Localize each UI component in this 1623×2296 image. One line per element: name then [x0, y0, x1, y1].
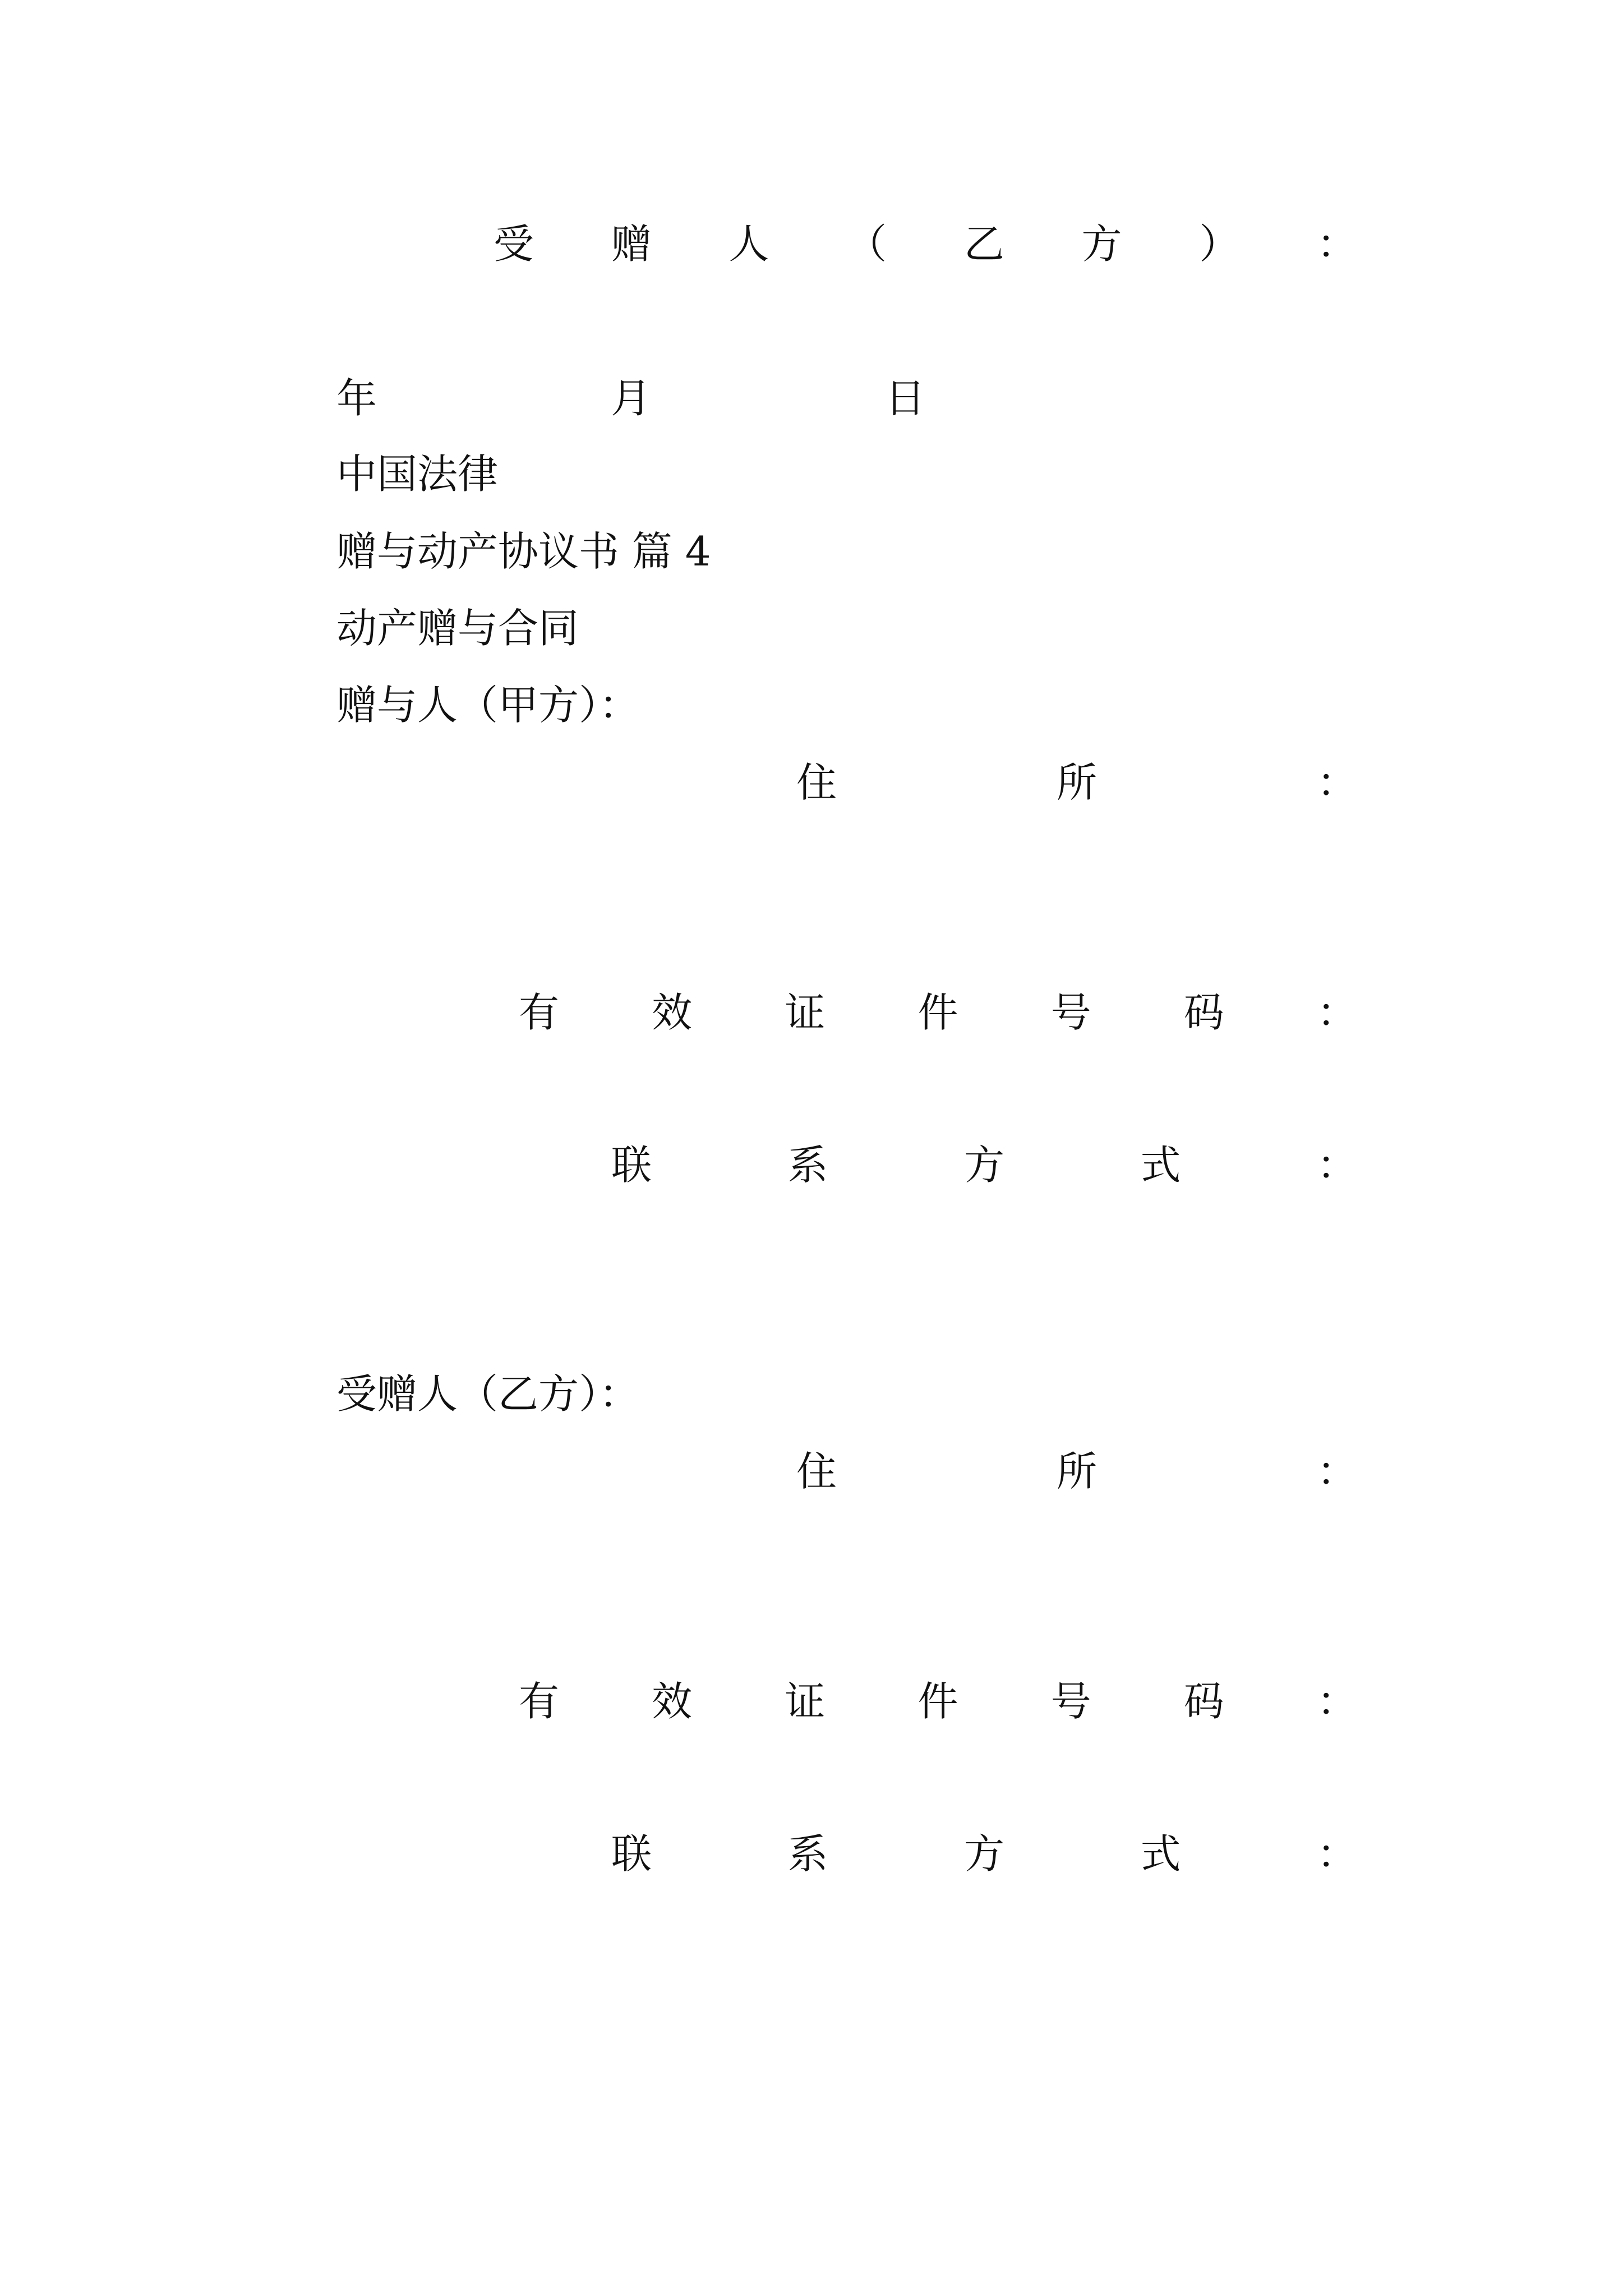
char: 方 [963, 1830, 1004, 1878]
date-day: 日 [884, 375, 925, 422]
char: 赠 [611, 220, 652, 268]
recipient-header-spread [494, 219, 1357, 269]
char: ： [1316, 1830, 1357, 1878]
date-line [336, 373, 925, 424]
char: 所 [1056, 1448, 1097, 1495]
char: 方 [1081, 220, 1122, 268]
char: ： [1316, 1448, 1357, 1495]
char: 住 [796, 1448, 837, 1495]
char: ： [1316, 1678, 1357, 1725]
char: ： [1316, 759, 1357, 806]
char: 码 [1183, 1678, 1224, 1725]
donor-id-number-field [519, 987, 1357, 1038]
recipient-id-number-field [519, 1676, 1357, 1727]
char: 件 [917, 1678, 958, 1725]
date-month: 月 [610, 375, 651, 422]
char: 人 [728, 220, 769, 268]
recipient-contact-field [611, 1829, 1357, 1879]
char: 证 [785, 1678, 826, 1725]
donor-address-field [796, 757, 1357, 808]
char: ： [1316, 1142, 1357, 1189]
char: 联 [611, 1142, 652, 1189]
char: 式 [1140, 1830, 1181, 1878]
char: 效 [652, 1678, 693, 1725]
char: ： [1316, 220, 1357, 268]
recipient-label: 受赠人（乙方）： [336, 1370, 640, 1418]
char: 码 [1183, 989, 1224, 1036]
char: （ [846, 220, 887, 268]
donor-contact-field [611, 1140, 1357, 1190]
char: 号 [1050, 1678, 1091, 1725]
char: 住 [796, 759, 837, 806]
char: 方 [963, 1142, 1004, 1189]
char: 所 [1056, 759, 1097, 806]
char: 乙 [963, 220, 1004, 268]
char: ： [1316, 989, 1357, 1036]
donor-label: 赠与人（甲方）： [336, 682, 640, 729]
char: 证 [785, 989, 826, 1036]
char: 联 [611, 1830, 652, 1878]
recipient-address-field [796, 1446, 1357, 1497]
char: 系 [787, 1830, 828, 1878]
char: 有 [519, 989, 560, 1036]
law-source: 中国法律 [336, 450, 499, 498]
char: 效 [652, 989, 693, 1036]
char: 有 [519, 1678, 560, 1725]
char: 号 [1050, 989, 1091, 1036]
date-year: 年 [336, 375, 377, 422]
char: 受 [494, 220, 534, 268]
contract-title: 动产赠与合同 [336, 605, 579, 652]
char: ） [1199, 220, 1240, 268]
char: 式 [1140, 1142, 1181, 1189]
char: 件 [917, 989, 958, 1036]
char: 系 [787, 1142, 828, 1189]
section-title: 赠与动产协议书 篇 4 [336, 528, 711, 575]
